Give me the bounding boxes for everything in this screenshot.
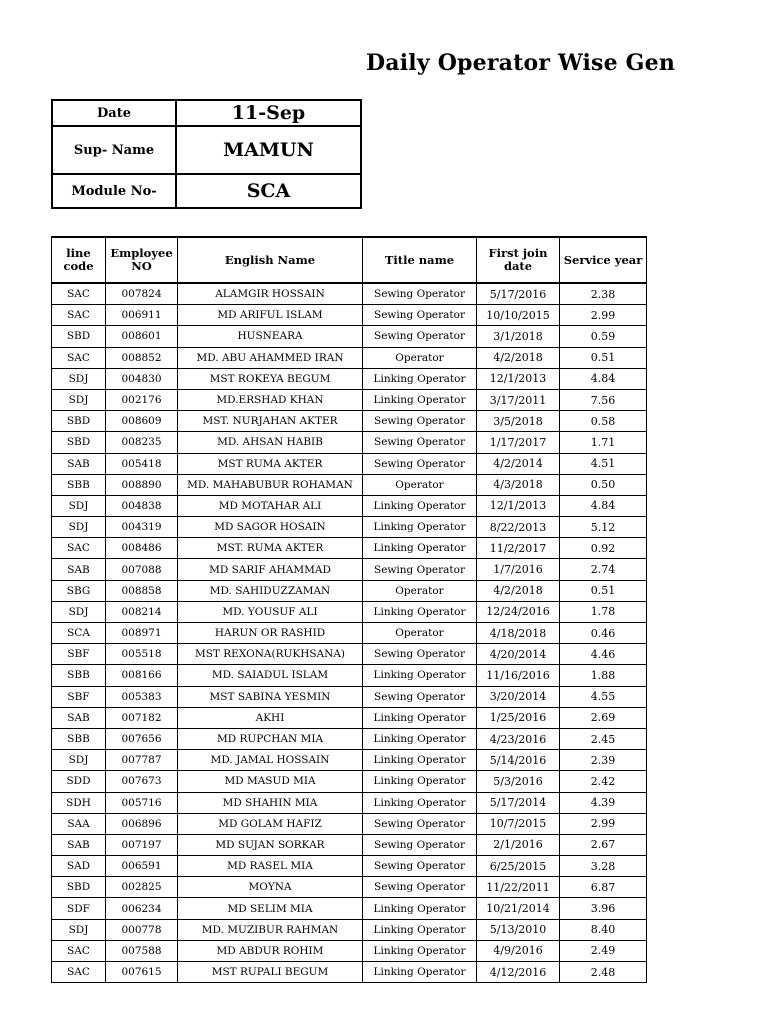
line-code-cell: SAB [52,834,106,855]
title-name-cell: Linking Operator [363,792,477,813]
english-name-cell: MST RUMA AKTER [178,453,363,474]
table-row [52,495,647,516]
line-code-cell: SDD [52,771,106,792]
employee-no-cell: 006896 [106,813,178,834]
service-year-cell: 0.51 [560,580,647,601]
table-row [52,898,647,919]
table-row [52,601,647,622]
table-row [52,856,647,877]
table-row [52,453,647,474]
english-name-cell: MD MOTAHAR ALI [178,495,363,516]
first-join-date-cell: 3/17/2011 [477,389,560,410]
title-name-cell: Linking Operator [363,962,477,983]
title-name-cell: Operator [363,580,477,601]
service-year-cell: 0.50 [560,474,647,495]
title-name-cell: Linking Operator [363,771,477,792]
service-year-cell: 2.69 [560,707,647,728]
english-name-cell: HUSNEARA [178,326,363,347]
line-code-cell: SAD [52,856,106,877]
date-label: Date [52,100,176,126]
col-header-service-year: Service year [560,237,647,283]
service-year-cell: 1.78 [560,601,647,622]
title-name-cell: Linking Operator [363,665,477,686]
title-name-cell: Linking Operator [363,368,477,389]
table-row [52,644,647,665]
english-name-cell: MOYNA [178,877,363,898]
title-name-cell: Sewing Operator [363,305,477,326]
first-join-date-cell: 4/2/2018 [477,347,560,368]
employee-no-cell: 007673 [106,771,178,792]
date-value: 11-Sep [176,100,361,126]
table-row [52,686,647,707]
table-row [52,750,647,771]
employee-no-cell: 002825 [106,877,178,898]
service-year-cell: 4.51 [560,453,647,474]
line-code-cell: SBD [52,432,106,453]
line-code-cell: SAC [52,962,106,983]
english-name-cell: MST RUPALI BEGUM [178,962,363,983]
table-row [52,813,647,834]
employee-no-cell: 004830 [106,368,178,389]
employee-no-cell: 006911 [106,305,178,326]
first-join-date-cell: 1/25/2016 [477,707,560,728]
service-year-cell: 0.46 [560,623,647,644]
english-name-cell: MST REXONA(RUKHSANA) [178,644,363,665]
service-year-cell: 2.42 [560,771,647,792]
line-code-cell: SBF [52,644,106,665]
line-code-cell: SBB [52,728,106,749]
line-code-cell: SAA [52,813,106,834]
title-name-cell: Sewing Operator [363,877,477,898]
line-code-cell: SBD [52,326,106,347]
line-code-cell: SDJ [52,919,106,940]
first-join-date-cell: 5/17/2014 [477,792,560,813]
first-join-date-cell: 11/2/2017 [477,538,560,559]
employee-no-cell: 005418 [106,453,178,474]
first-join-date-cell: 5/13/2010 [477,919,560,940]
title-name-cell: Linking Operator [363,919,477,940]
first-join-date-cell: 12/24/2016 [477,601,560,622]
employee-no-cell: 007824 [106,283,178,305]
english-name-cell: MD. SAIADUL ISLAM [178,665,363,686]
first-join-date-cell: 11/22/2011 [477,877,560,898]
line-code-cell: SDJ [52,368,106,389]
service-year-cell: 2.99 [560,305,647,326]
table-row [52,792,647,813]
english-name-cell: MD SARIF AHAMMAD [178,559,363,580]
title-name-cell: Linking Operator [363,495,477,516]
english-name-cell: MD. SAHIDUZZAMAN [178,580,363,601]
title-name-cell: Linking Operator [363,707,477,728]
table-row [52,432,647,453]
table-row [52,707,647,728]
title-name-cell: Operator [363,474,477,495]
english-name-cell: MD MASUD MIA [178,771,363,792]
line-code-cell: SAB [52,707,106,728]
line-code-cell: SDJ [52,495,106,516]
sup-name-value: MAMUN [176,126,361,174]
page-title: Daily Operator Wise Gen [366,50,676,76]
col-header-title-name: Title name [363,237,477,283]
table-row [52,771,647,792]
service-year-cell: 0.59 [560,326,647,347]
service-year-cell: 5.12 [560,517,647,538]
line-code-cell: SAC [52,940,106,961]
first-join-date-cell: 10/10/2015 [477,305,560,326]
first-join-date-cell: 4/9/2016 [477,940,560,961]
first-join-date-cell: 11/16/2016 [477,665,560,686]
header-info-table [51,99,362,209]
english-name-cell: MD ARIFUL ISLAM [178,305,363,326]
title-name-cell: Sewing Operator [363,834,477,855]
table-row [52,368,647,389]
title-name-cell: Sewing Operator [363,813,477,834]
employee-no-cell: 005518 [106,644,178,665]
table-row [52,580,647,601]
first-join-date-cell: 4/18/2018 [477,623,560,644]
service-year-cell: 2.45 [560,728,647,749]
title-name-cell: Sewing Operator [363,411,477,432]
first-join-date-cell: 1/7/2016 [477,559,560,580]
employee-no-cell: 005383 [106,686,178,707]
line-code-cell: SDJ [52,601,106,622]
first-join-date-cell: 12/1/2013 [477,368,560,389]
english-name-cell: MST. RUMA AKTER [178,538,363,559]
service-year-cell: 4.55 [560,686,647,707]
first-join-date-cell: 3/5/2018 [477,411,560,432]
employee-no-cell: 007787 [106,750,178,771]
title-name-cell: Sewing Operator [363,432,477,453]
english-name-cell: MST. NURJAHAN AKTER [178,411,363,432]
table-row [52,411,647,432]
employee-no-cell: 008609 [106,411,178,432]
english-name-cell: MD. ABU AHAMMED IRAN [178,347,363,368]
table-row [52,834,647,855]
employee-no-cell: 008486 [106,538,178,559]
service-year-cell: 1.88 [560,665,647,686]
title-name-cell: Operator [363,623,477,644]
employee-no-cell: 004319 [106,517,178,538]
module-no-label: Module No- [52,174,176,208]
line-code-cell: SAC [52,538,106,559]
title-name-cell: Sewing Operator [363,856,477,877]
service-year-cell: 4.84 [560,495,647,516]
service-year-cell: 6.87 [560,877,647,898]
title-name-cell: Linking Operator [363,601,477,622]
english-name-cell: MD. MAHABUBUR ROHAMAN [178,474,363,495]
first-join-date-cell: 5/14/2016 [477,750,560,771]
line-code-cell: SBF [52,686,106,707]
first-join-date-cell: 12/1/2013 [477,495,560,516]
title-name-cell: Linking Operator [363,538,477,559]
english-name-cell: MD SHAHIN MIA [178,792,363,813]
line-code-cell: SBG [52,580,106,601]
employee-no-cell: 007615 [106,962,178,983]
first-join-date-cell: 1/17/2017 [477,432,560,453]
table-row [52,305,647,326]
line-code-cell: SAC [52,347,106,368]
employee-no-cell: 007197 [106,834,178,855]
table-row [52,877,647,898]
employee-no-cell: 007588 [106,940,178,961]
title-name-cell: Operator [363,347,477,368]
english-name-cell: MD SAGOR HOSAIN [178,517,363,538]
first-join-date-cell: 2/1/2016 [477,834,560,855]
title-name-cell: Sewing Operator [363,453,477,474]
first-join-date-cell: 10/7/2015 [477,813,560,834]
service-year-cell: 4.39 [560,792,647,813]
english-name-cell: MD SUJAN SORKAR [178,834,363,855]
table-row [52,283,647,305]
table-row [52,962,647,983]
title-name-cell: Linking Operator [363,898,477,919]
service-year-cell: 2.48 [560,962,647,983]
english-name-cell: MST SABINA YESMIN [178,686,363,707]
service-year-cell: 4.46 [560,644,647,665]
english-name-cell: MD. MUZIBUR RAHMAN [178,919,363,940]
first-join-date-cell: 4/23/2016 [477,728,560,749]
line-code-cell: SDJ [52,750,106,771]
employee-no-cell: 008858 [106,580,178,601]
service-year-cell: 4.84 [560,368,647,389]
col-header-english-name: English Name [178,237,363,283]
first-join-date-cell: 3/1/2018 [477,326,560,347]
employee-no-cell: 000778 [106,919,178,940]
first-join-date-cell: 4/3/2018 [477,474,560,495]
employee-no-cell: 007182 [106,707,178,728]
table-row [52,559,647,580]
table-row [52,940,647,961]
employee-no-cell: 004838 [106,495,178,516]
english-name-cell: MD. YOUSUF ALI [178,601,363,622]
table-row [52,347,647,368]
first-join-date-cell: 5/3/2016 [477,771,560,792]
service-year-cell: 1.71 [560,432,647,453]
english-name-cell: MD SELIM MIA [178,898,363,919]
line-code-cell: SBB [52,665,106,686]
english-name-cell: AKHI [178,707,363,728]
employee-no-cell: 006591 [106,856,178,877]
title-name-cell: Linking Operator [363,750,477,771]
line-code-cell: SAB [52,559,106,580]
service-year-cell: 2.49 [560,940,647,961]
table-row [52,665,647,686]
line-code-cell: SAC [52,283,106,305]
table-row [52,474,647,495]
employee-no-cell: 008166 [106,665,178,686]
service-year-cell: 2.39 [560,750,647,771]
first-join-date-cell: 4/20/2014 [477,644,560,665]
service-year-cell: 0.51 [560,347,647,368]
col-header-employee-no: Employee NO [106,237,178,283]
english-name-cell: MST ROKEYA BEGUM [178,368,363,389]
english-name-cell: MD. AHSAN HABIB [178,432,363,453]
first-join-date-cell: 3/20/2014 [477,686,560,707]
english-name-cell: MD RUPCHAN MIA [178,728,363,749]
table-row [52,538,647,559]
employee-no-cell: 005716 [106,792,178,813]
service-year-cell: 2.67 [560,834,647,855]
employee-no-cell: 008235 [106,432,178,453]
first-join-date-cell: 4/2/2018 [477,580,560,601]
title-name-cell: Sewing Operator [363,559,477,580]
first-join-date-cell: 4/12/2016 [477,962,560,983]
employee-no-cell: 002176 [106,389,178,410]
col-header-first-join-date: First join date [477,237,560,283]
module-no-value: SCA [176,174,361,208]
english-name-cell: MD. JAMAL HOSSAIN [178,750,363,771]
title-name-cell: Sewing Operator [363,686,477,707]
employee-no-cell: 008852 [106,347,178,368]
first-join-date-cell: 8/22/2013 [477,517,560,538]
service-year-cell: 3.96 [560,898,647,919]
table-row [52,517,647,538]
line-code-cell: SBD [52,411,106,432]
line-code-cell: SBD [52,877,106,898]
col-header-line-code: line code [52,237,106,283]
title-name-cell: Linking Operator [363,517,477,538]
title-name-cell: Sewing Operator [363,283,477,305]
service-year-cell: 3.28 [560,856,647,877]
first-join-date-cell: 6/25/2015 [477,856,560,877]
service-year-cell: 2.74 [560,559,647,580]
employee-no-cell: 007656 [106,728,178,749]
english-name-cell: MD RASEL MIA [178,856,363,877]
title-name-cell: Linking Operator [363,389,477,410]
sup-name-label: Sup- Name [52,126,176,174]
service-year-cell: 2.38 [560,283,647,305]
operator-table [51,236,647,983]
employee-no-cell: 006234 [106,898,178,919]
first-join-date-cell: 5/17/2016 [477,283,560,305]
title-name-cell: Linking Operator [363,728,477,749]
table-row [52,623,647,644]
employee-no-cell: 008890 [106,474,178,495]
english-name-cell: MD ABDUR ROHIM [178,940,363,961]
english-name-cell: MD.ERSHAD KHAN [178,389,363,410]
service-year-cell: 8.40 [560,919,647,940]
table-row [52,326,647,347]
english-name-cell: ALAMGIR HOSSAIN [178,283,363,305]
employee-no-cell: 007088 [106,559,178,580]
first-join-date-cell: 4/2/2014 [477,453,560,474]
title-name-cell: Linking Operator [363,940,477,961]
title-name-cell: Sewing Operator [363,326,477,347]
line-code-cell: SBB [52,474,106,495]
line-code-cell: SDJ [52,517,106,538]
english-name-cell: MD GOLAM HAFIZ [178,813,363,834]
line-code-cell: SAB [52,453,106,474]
table-row [52,389,647,410]
table-row [52,728,647,749]
employee-no-cell: 008214 [106,601,178,622]
service-year-cell: 7.56 [560,389,647,410]
employee-no-cell: 008601 [106,326,178,347]
line-code-cell: SDF [52,898,106,919]
first-join-date-cell: 10/21/2014 [477,898,560,919]
employee-no-cell: 008971 [106,623,178,644]
table-header-row [52,237,647,283]
line-code-cell: SDJ [52,389,106,410]
line-code-cell: SDH [52,792,106,813]
service-year-cell: 0.58 [560,411,647,432]
table-row [52,919,647,940]
line-code-cell: SAC [52,305,106,326]
service-year-cell: 0.92 [560,538,647,559]
english-name-cell: HARUN OR RASHID [178,623,363,644]
line-code-cell: SCA [52,623,106,644]
service-year-cell: 2.99 [560,813,647,834]
title-name-cell: Sewing Operator [363,644,477,665]
